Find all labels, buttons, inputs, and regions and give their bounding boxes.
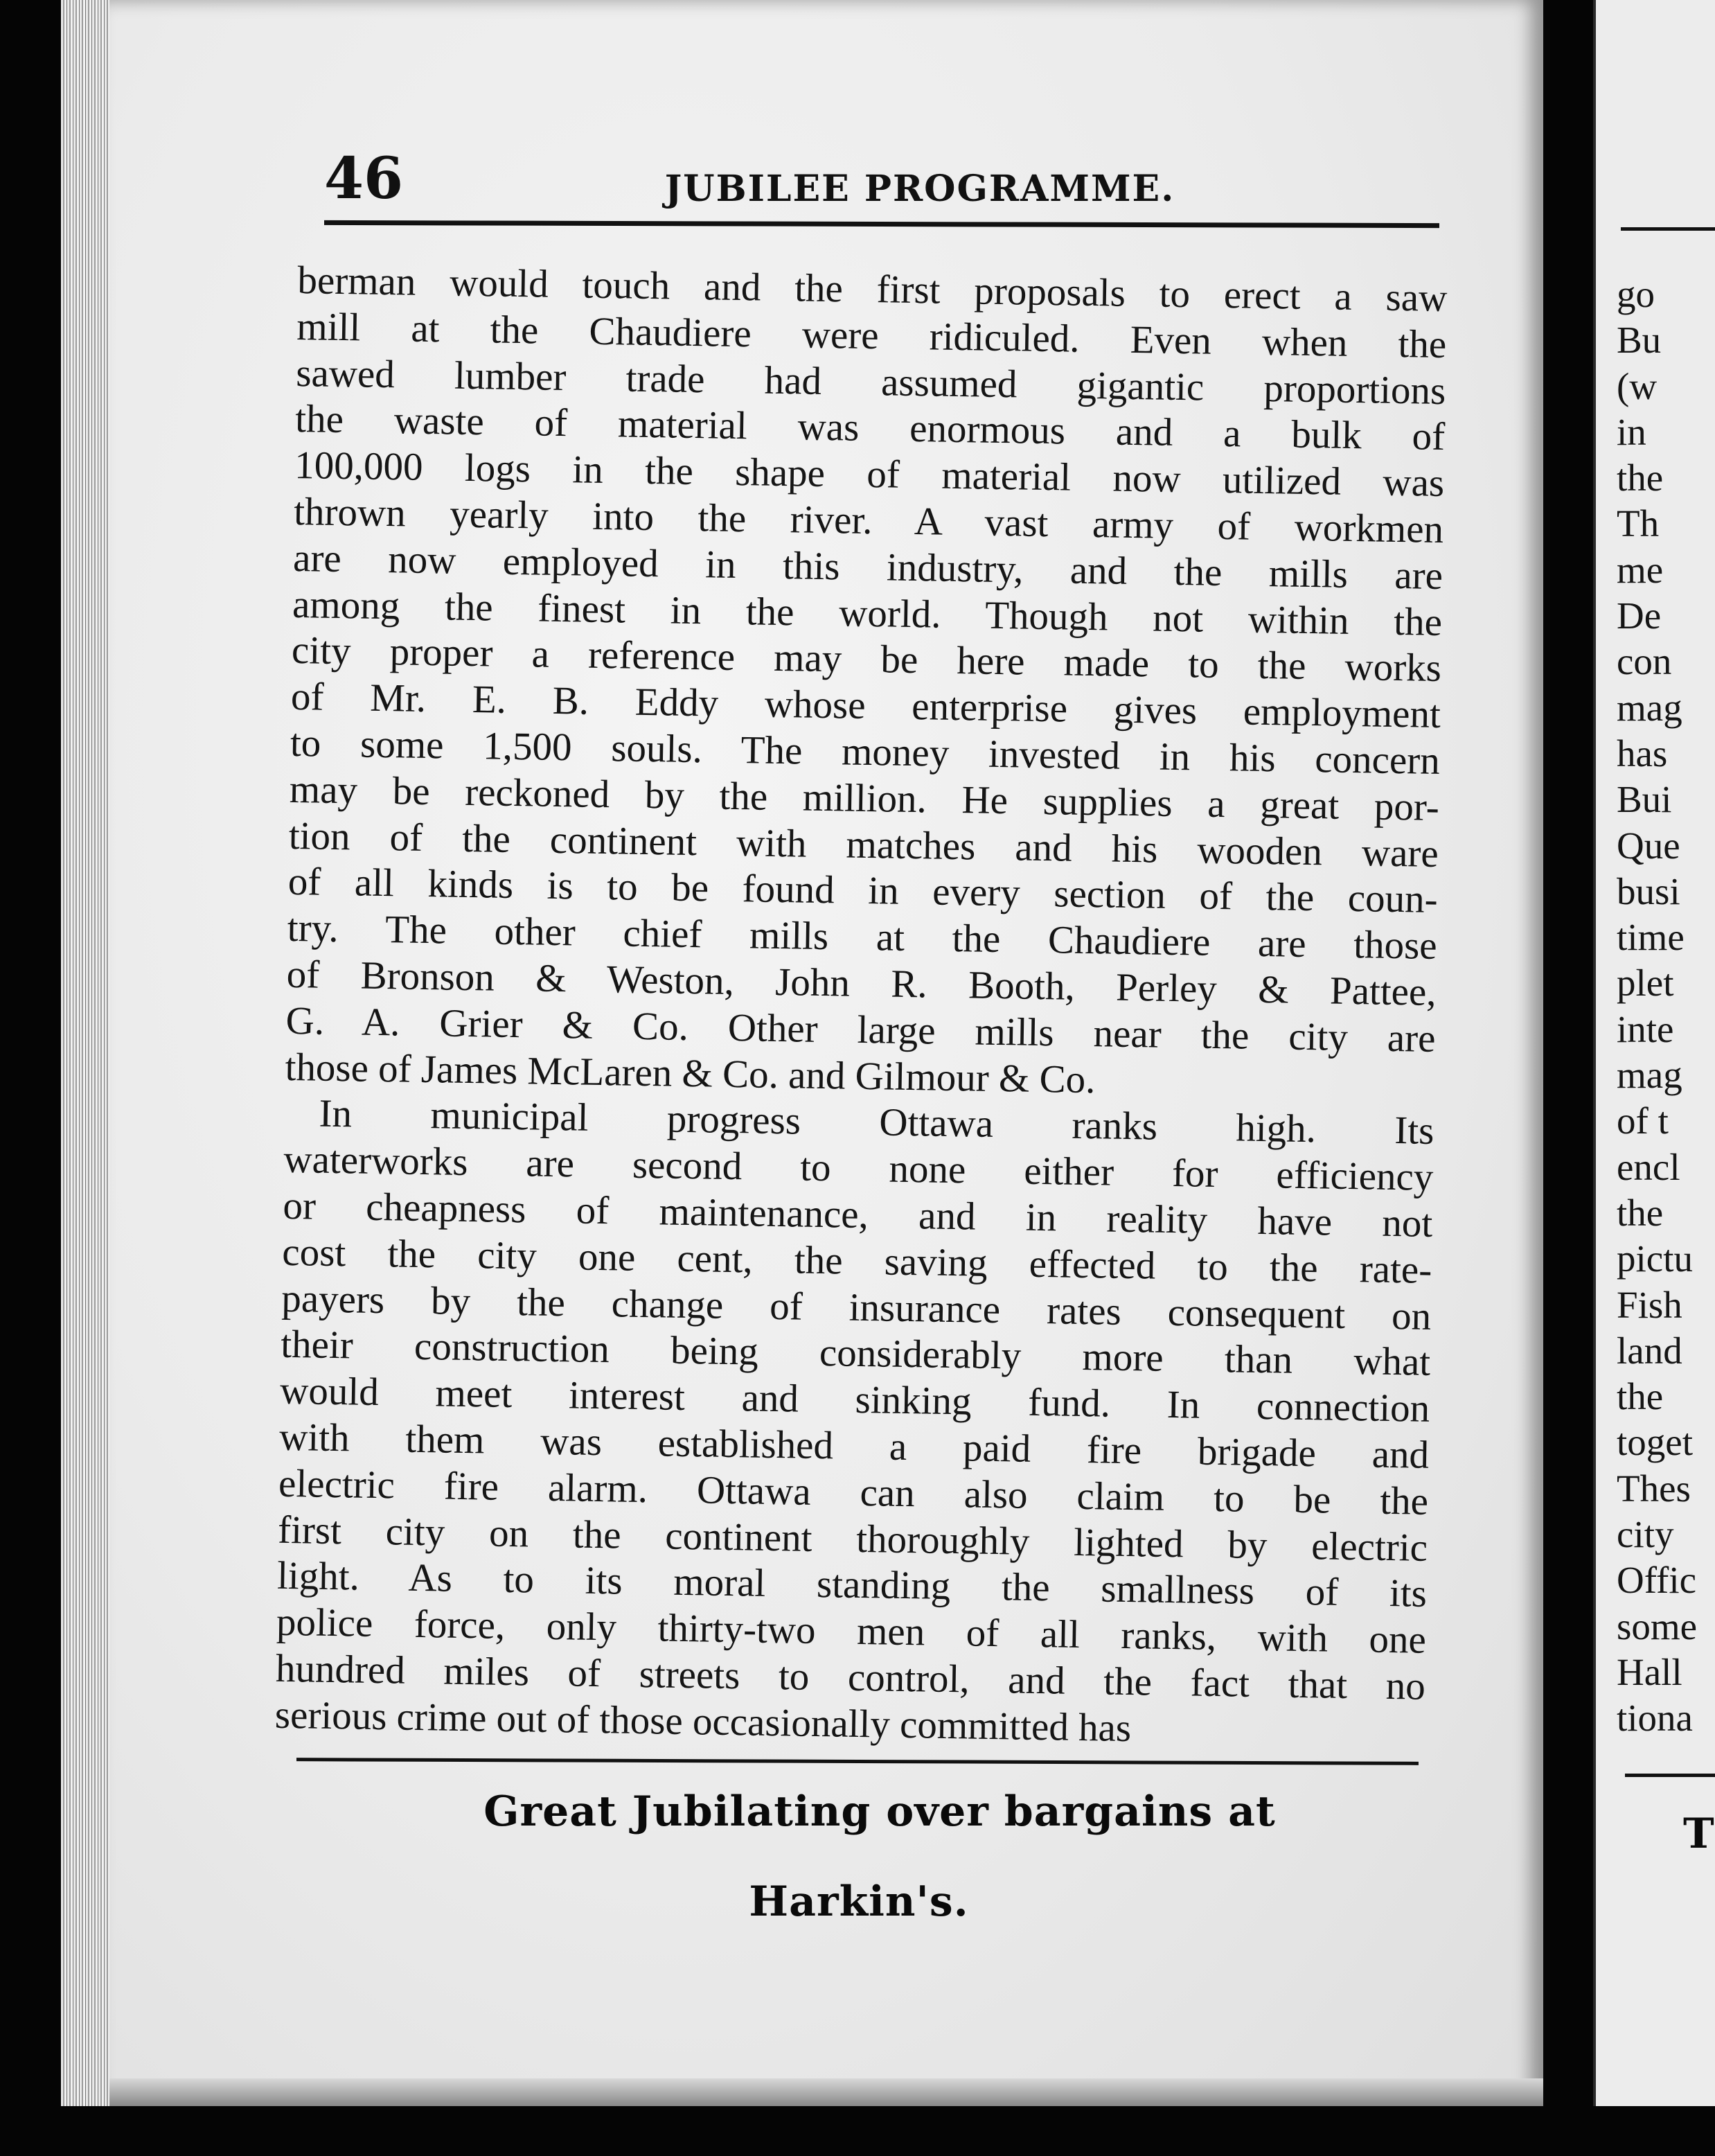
advertisement-line-2: Harkin's.	[749, 1877, 969, 1926]
right-page-text-fragments	[1617, 272, 1715, 1742]
right-page-footer-rule	[1625, 1774, 1715, 1777]
text-line: electric fire alarm. Ottawa can also claim to be the	[278, 1461, 1429, 1523]
text-line: of Mr. E. B. Eddy whose enterprise gives employment	[290, 675, 1441, 737]
right-page-line-fragment: con	[1617, 640, 1672, 683]
right-page-line-fragment: Bui	[1617, 778, 1672, 821]
page-bottom-shadow	[109, 2078, 1543, 2106]
text-line: first city on the continent thoroughly lighted by electric	[277, 1508, 1428, 1570]
right-page-line-fragment: city	[1617, 1513, 1674, 1556]
text-line: to some 1,500 souls. The money invested in his concern	[290, 721, 1441, 783]
right-page-line-fragment: (w	[1617, 364, 1658, 407]
right-page-line-fragment: Thes	[1617, 1467, 1691, 1510]
right-page-line-fragment: of t	[1617, 1099, 1669, 1142]
text-line: berman would touch and the first proposals to erect a saw	[296, 258, 1448, 321]
running-head: JUBILEE PROGRAMME.	[664, 168, 1175, 210]
page-header	[324, 139, 1439, 222]
right-page-line-fragment: time	[1617, 916, 1685, 959]
text-line: mill at the Chaudiere were ridiculed. Even when the	[296, 304, 1447, 366]
right-page-line-fragment: some	[1617, 1605, 1698, 1647]
text-line: the waste of material was enormous and a bulk of	[294, 397, 1446, 459]
text-line: police force, only thirty-two men of all ranks, with one	[276, 1600, 1427, 1662]
text-line: payers by the change of insurance rates consequent on	[281, 1276, 1432, 1338]
text-line: among the finest in the world. Though not within the	[292, 582, 1443, 644]
right-page-advertisement-fragment: T	[1683, 1810, 1714, 1858]
right-page-line-fragment: the	[1617, 1191, 1664, 1234]
text-line: or cheapness of maintenance, and in reality have not	[283, 1183, 1433, 1246]
text-line: their construction being considerably more than what	[280, 1323, 1431, 1385]
text-line: with them was established a paid fire brigade and	[278, 1415, 1430, 1477]
page-number: 46	[324, 145, 404, 212]
right-page-line-fragment: has	[1617, 732, 1668, 775]
right-page-line-fragment: Hall	[1617, 1650, 1682, 1693]
text-line: city proper a reference may be here made to the works	[291, 628, 1442, 691]
right-page-line-fragment: Fish	[1617, 1283, 1682, 1326]
text-line: light. As to its moral standing the smallness of its	[276, 1554, 1428, 1616]
right-page-line-fragment: encl	[1617, 1145, 1680, 1188]
right-page-header-rule	[1621, 227, 1715, 231]
right-page-line-fragment: De	[1617, 594, 1662, 637]
text-line: serious crime out of those occasionally committed has	[274, 1693, 1132, 1750]
text-line: tion of the continent with matches and his wooden ware	[288, 813, 1439, 876]
text-line: cost the city one cent, the saving effected to the rate-	[281, 1230, 1432, 1292]
right-page-line-fragment: land	[1617, 1329, 1682, 1372]
right-page-line-fragment: the	[1617, 1375, 1664, 1418]
right-page-line-fragment: mag	[1617, 1054, 1682, 1097]
text-line: hundred miles of streets to control, and the fact that no	[275, 1646, 1426, 1708]
body-text	[274, 258, 1448, 1772]
right-page-line-fragment: tiona	[1617, 1697, 1693, 1740]
text-line: those of James McLaren & Co. and Gilmour & Co.	[285, 1045, 1096, 1102]
advertisement-line-1: Great Jubilating over bargains at	[483, 1787, 1276, 1836]
right-page-line-fragment: busi	[1617, 869, 1680, 912]
text-line: sawed lumber trade had assumed gigantic proportions	[295, 351, 1446, 413]
right-page-line-fragment: Que	[1617, 824, 1680, 867]
text-line: would meet interest and sinking fund. In connection	[279, 1368, 1430, 1431]
right-page-line-fragment: mag	[1617, 686, 1682, 729]
text-line: waterworks are second to none either for efficiency	[283, 1137, 1434, 1200]
right-page-line-fragment: toget	[1617, 1421, 1693, 1464]
text-line: In municipal progress Ottawa ranks high. Its	[319, 1091, 1434, 1154]
right-page-line-fragment: Offic	[1617, 1559, 1697, 1602]
text-line: 100,000 logs in the shape of material now utilized was	[294, 443, 1445, 506]
right-page-line-fragment: Th	[1617, 502, 1660, 545]
right-page-line-fragment: in	[1617, 410, 1646, 453]
right-page-line-fragment: pictu	[1617, 1237, 1693, 1280]
right-page-line-fragment: inte	[1617, 1007, 1674, 1050]
right-page-line-fragment: me	[1617, 548, 1664, 591]
text-line: G. A. Grier & Co. Other large mills near the city are	[285, 998, 1436, 1061]
text-line: try. The other chief mills at the Chaudiere are those	[287, 906, 1438, 969]
text-line: thrown yearly into the river. A vast army of workmen	[293, 489, 1444, 552]
right-page-line-fragment: go	[1617, 273, 1655, 315]
right-page-line-fragment: the	[1617, 457, 1664, 500]
right-page-line-fragment: Bu	[1617, 319, 1662, 362]
text-line: of all kinds is to be found in every section of the coun-	[287, 860, 1439, 922]
text-line: may be reckoned by the million. He supplies a great por-	[289, 767, 1440, 829]
text-line: of Bronson & Weston, John R. Booth, Perley & Pattee,	[286, 952, 1437, 1014]
book-page-edges	[61, 0, 111, 2106]
right-page-line-fragment: plet	[1617, 962, 1674, 1005]
text-line: are now employed in this industry, and the mills are	[292, 536, 1443, 598]
